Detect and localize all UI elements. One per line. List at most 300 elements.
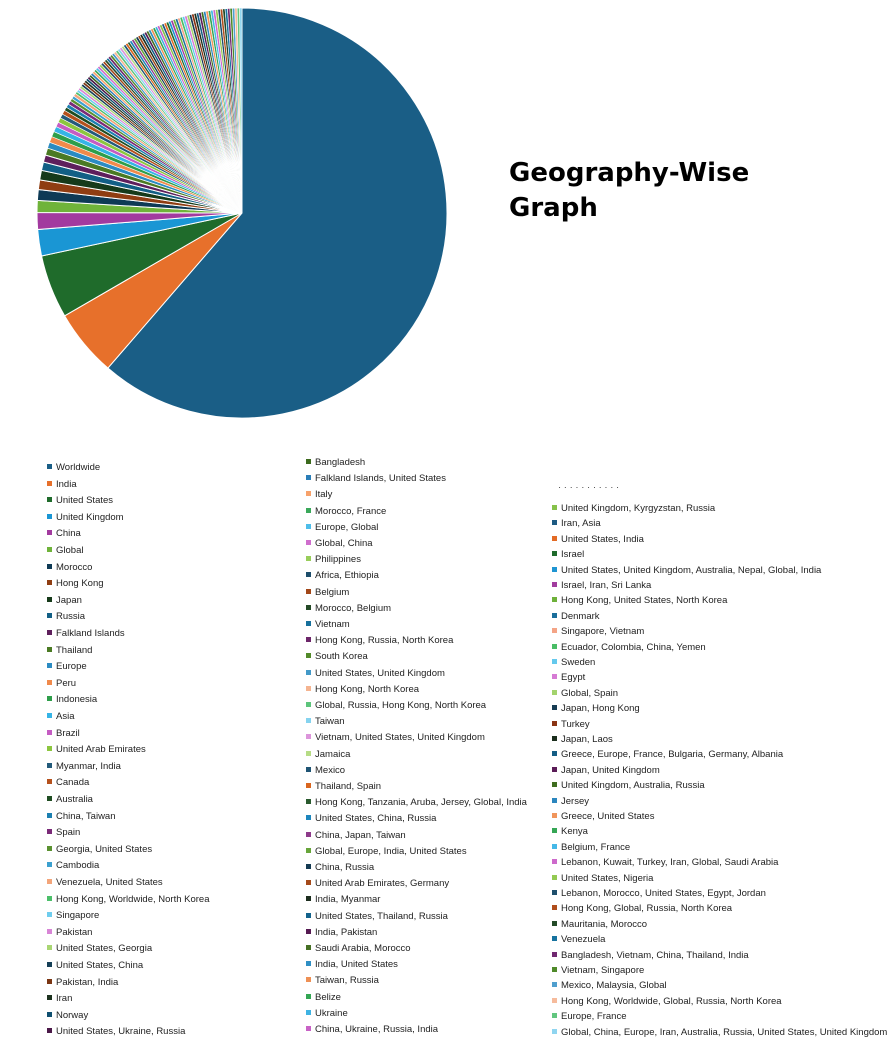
legend-swatch — [552, 936, 557, 941]
legend-swatch — [552, 967, 557, 972]
legend-item — [47, 910, 99, 922]
legend-swatch — [47, 929, 52, 934]
legend-label: United Arab Emirates — [56, 744, 146, 756]
legend-swatch — [552, 844, 557, 849]
legend-item — [552, 796, 589, 808]
legend-label: China — [56, 528, 81, 540]
legend-label: Taiwan — [315, 716, 345, 728]
legend-item — [552, 595, 727, 607]
legend-swatch — [47, 879, 52, 884]
legend-label: Vietnam — [315, 619, 350, 630]
legend-label: Global, Spain — [561, 687, 619, 699]
legend-label: Israel — [561, 549, 585, 561]
legend-item — [552, 811, 654, 823]
legend-label: Ecuador, Colombia, China, Yemen — [561, 641, 706, 653]
legend-item — [552, 826, 588, 838]
legend-item — [47, 993, 72, 1005]
legend-label: Mexico — [315, 764, 346, 776]
legend-item — [306, 878, 449, 890]
legend-swatch — [47, 896, 52, 901]
legend-swatch — [552, 721, 557, 726]
legend-item — [552, 919, 647, 931]
legend-label: Hong Kong, Russia, North Korea — [315, 635, 454, 647]
legend-swatch — [552, 767, 557, 772]
legend-label: Hong Kong, North Korea — [315, 683, 420, 695]
legend-swatch — [552, 828, 557, 833]
legend-label: Brazil — [56, 727, 80, 739]
legend-label: Bangladesh, Vietnam, China, Thailand, India — [561, 949, 749, 961]
legend-label: United States, Georgia — [56, 943, 153, 955]
legend-swatch — [47, 696, 52, 701]
legend-label: United States, United Kingdom, Australia, Nepal, Global, India — [561, 564, 822, 576]
legend-swatch — [47, 813, 52, 818]
legend-item — [306, 1008, 348, 1020]
legend-item — [552, 1011, 626, 1023]
legend-label: Japan, Hong Kong — [561, 703, 640, 715]
legend-swatch — [306, 977, 311, 982]
legend-swatch — [47, 514, 52, 519]
legend-label: Belgium, France — [561, 841, 631, 853]
legend-item — [552, 688, 618, 700]
legend-item — [47, 761, 121, 773]
legend-swatch — [47, 464, 52, 469]
legend-item — [306, 830, 406, 842]
legend-item — [47, 578, 104, 590]
legend-swatch — [47, 730, 52, 735]
legend-swatch — [552, 905, 557, 910]
legend-item — [306, 619, 350, 631]
legend-swatch — [552, 751, 557, 756]
legend-item — [47, 528, 81, 540]
legend-label: United Arab Emirates, Germany — [315, 878, 450, 890]
legend-label: Africa, Ethiopia — [315, 570, 379, 582]
legend-item — [552, 934, 605, 946]
legend-item — [47, 595, 82, 607]
legend-label: Singapore, Vietnam — [561, 626, 645, 638]
legend-label: South Korea — [315, 651, 368, 663]
legend-item — [552, 950, 749, 962]
legend-item — [306, 668, 445, 680]
legend-item — [306, 457, 365, 469]
legend-swatch — [552, 1013, 557, 1018]
legend-item — [306, 700, 486, 712]
legend-item — [47, 512, 124, 524]
legend-swatch — [306, 945, 311, 950]
legend-item — [47, 645, 92, 657]
legend-item — [552, 765, 660, 777]
legend-item — [552, 534, 644, 546]
legend-column-3 — [552, 503, 892, 1043]
legend-swatch — [552, 1029, 557, 1034]
legend-label: Vietnam, Singapore — [561, 965, 645, 976]
legend-swatch — [47, 945, 52, 950]
legend-item — [306, 749, 350, 761]
legend-item — [552, 657, 595, 669]
legend-label: Taiwan, Russia — [315, 975, 379, 987]
legend-swatch — [306, 540, 311, 545]
legend-item — [306, 781, 381, 793]
legend-label: Norway — [56, 1009, 89, 1021]
legend-item — [306, 716, 345, 728]
legend-item — [306, 765, 345, 777]
legend-item — [306, 635, 453, 647]
legend-item — [306, 587, 349, 599]
legend-item — [306, 522, 378, 534]
legend-label: Greece, United States — [561, 811, 655, 822]
legend-item — [47, 794, 93, 806]
legend-label: Worldwide — [56, 462, 101, 473]
legend-swatch — [306, 751, 311, 756]
legend-item — [306, 651, 368, 663]
legend-item — [47, 960, 143, 972]
legend-swatch — [552, 659, 557, 664]
legend-label: Jamaica — [315, 748, 351, 760]
legend-swatch — [552, 582, 557, 587]
legend-swatch — [552, 998, 557, 1003]
legend-label: Bangladesh — [315, 457, 366, 468]
legend-swatch — [552, 859, 557, 864]
legend-column-1 — [47, 462, 287, 1044]
legend-item — [306, 506, 386, 518]
legend-label: Europe, France — [561, 1011, 627, 1023]
legend-item — [47, 479, 77, 491]
legend-item — [47, 462, 100, 474]
legend-swatch — [47, 912, 52, 917]
legend-label: Saudi Arabia, Morocco — [315, 943, 411, 954]
legend-label: India, Pakistan — [315, 926, 378, 938]
legend-swatch — [306, 524, 311, 529]
legend-label: Myanmar, India — [56, 760, 121, 772]
legend-label: Japan, Laos — [561, 734, 613, 745]
legend-swatch — [47, 497, 52, 502]
legend-swatch — [306, 621, 311, 626]
legend-swatch — [47, 829, 52, 834]
legend-label: United Kingdom — [56, 511, 124, 523]
legend-item — [47, 844, 152, 856]
legend-item — [306, 927, 377, 939]
legend-swatch — [306, 848, 311, 853]
legend-item — [552, 749, 783, 761]
legend-swatch — [306, 799, 311, 804]
legend-swatch — [306, 637, 311, 642]
legend-swatch — [306, 913, 311, 918]
legend-label: Hong Kong, Tanzania, Aruba, Jersey, Global, India — [315, 797, 527, 809]
legend-swatch — [552, 890, 557, 895]
legend-label: China, Taiwan — [56, 810, 116, 822]
legend-swatch — [552, 736, 557, 741]
legend-label: Hong Kong, Worldwide, North Korea — [56, 893, 210, 905]
legend-swatch — [47, 663, 52, 668]
pie-slices — [37, 8, 447, 418]
legend-label: Belgium — [315, 586, 350, 598]
legend-item — [306, 959, 398, 971]
legend-item — [47, 694, 97, 706]
legend-item — [306, 975, 379, 987]
legend-item — [552, 518, 601, 530]
legend-label: India, Myanmar — [315, 894, 381, 906]
legend-item — [306, 473, 446, 485]
legend-label: Global, Russia, Hong Kong, North Korea — [315, 700, 487, 711]
legend-swatch — [306, 1010, 311, 1015]
legend-swatch — [552, 520, 557, 525]
legend-swatch — [552, 505, 557, 510]
legend-label: Thailand — [56, 644, 93, 656]
legend-swatch — [552, 567, 557, 572]
legend-label: Canada — [56, 777, 90, 789]
legend-label: Greece, Europe, France, Bulgaria, Germany, Albania — [561, 749, 784, 761]
legend-item — [306, 846, 467, 858]
legend-clipped-entry: · · · · · · · · · · · — [558, 482, 620, 493]
legend-label: Hong Kong — [56, 578, 104, 590]
legend-item — [306, 813, 436, 825]
legend-label: United States, Ukraine, Russia — [56, 1026, 186, 1038]
legend-label: Hong Kong, Worldwide, Global, Russia, North Korea — [561, 995, 782, 1007]
legend-label: Iran, Asia — [561, 518, 601, 530]
legend-item — [552, 780, 705, 792]
legend-label: Global, China, Europe, Iran, Australia, Russia, United States, United Kingdom — [561, 1026, 888, 1038]
legend-swatch — [306, 475, 311, 480]
legend-swatch — [47, 763, 52, 768]
legend-swatch — [306, 864, 311, 869]
legend-label: India, United States — [315, 959, 398, 971]
legend-item — [306, 570, 379, 582]
legend-item — [306, 538, 373, 550]
legend-item — [306, 489, 332, 501]
legend-label: China, Ukraine, Russia, India — [315, 1024, 439, 1035]
legend-swatch — [306, 702, 311, 707]
legend-label: Global, Europe, India, United States — [315, 845, 467, 857]
legend-label: Cambodia — [56, 860, 100, 872]
legend-swatch — [306, 718, 311, 723]
legend-item — [552, 888, 766, 900]
legend-label: United States, China — [56, 960, 144, 971]
legend-label: Falkland Islands, United States — [315, 473, 446, 485]
legend-label: Peru — [56, 677, 77, 689]
legend-label: Europe — [56, 661, 87, 673]
legend-item — [47, 661, 87, 673]
legend-label: Morocco, France — [315, 505, 387, 517]
legend-item — [306, 943, 411, 955]
legend-label: Thailand, Spain — [315, 781, 382, 792]
legend-swatch — [306, 508, 311, 513]
legend-swatch — [552, 921, 557, 926]
legend-label: China, Japan, Taiwan — [315, 829, 406, 841]
legend-swatch — [552, 705, 557, 710]
legend-label: Denmark — [561, 610, 600, 622]
legend-swatch — [306, 1026, 311, 1031]
legend-label: Italy — [315, 489, 333, 501]
legend-item — [552, 719, 590, 731]
legend-item — [552, 996, 782, 1008]
legend-label: Philippines — [315, 554, 361, 566]
legend-swatch — [306, 961, 311, 966]
legend-swatch — [552, 798, 557, 803]
legend-swatch — [47, 796, 52, 801]
legend-label: United States — [56, 495, 114, 507]
legend-swatch — [552, 952, 557, 957]
legend-swatch — [552, 813, 557, 818]
legend-column-2 — [306, 457, 546, 1037]
legend-swatch — [47, 979, 52, 984]
legend-swatch — [47, 564, 52, 569]
legend-item — [552, 703, 640, 715]
legend-item — [47, 678, 76, 690]
legend-item — [47, 611, 85, 623]
legend-item — [47, 977, 118, 989]
legend-swatch — [306, 556, 311, 561]
legend-label: Vietnam, United States, United Kingdom — [315, 732, 485, 744]
legend-swatch — [47, 862, 52, 867]
legend-item — [552, 672, 585, 684]
legend-label: Europe, Global — [315, 521, 379, 533]
legend-label: Belize — [315, 991, 341, 1003]
legend-swatch — [47, 995, 52, 1000]
legend-swatch — [47, 647, 52, 652]
legend-swatch — [306, 832, 311, 837]
legend-item — [552, 626, 644, 638]
legend-swatch — [306, 929, 311, 934]
legend-label: Indonesia — [56, 694, 98, 706]
legend-label: Australia — [56, 794, 93, 805]
legend-item — [552, 980, 667, 992]
legend-label: India — [56, 478, 77, 490]
legend-item — [47, 562, 92, 574]
legend-swatch — [47, 779, 52, 784]
legend-label: Hong Kong, Global, Russia, North Korea — [561, 903, 733, 915]
legend-item — [47, 860, 99, 872]
legend-item — [552, 903, 732, 915]
legend-label: Sweden — [561, 657, 596, 668]
legend-item — [306, 911, 448, 923]
legend-item — [47, 711, 74, 723]
legend-label: United Kingdom, Australia, Russia — [561, 780, 705, 792]
legend-item — [552, 580, 651, 592]
legend-item — [306, 797, 527, 809]
legend-item — [306, 684, 419, 696]
legend-item — [552, 1027, 887, 1039]
legend-label: Pakistan, India — [56, 976, 119, 988]
legend-item — [306, 992, 341, 1004]
legend-swatch — [47, 580, 52, 585]
legend-swatch — [47, 746, 52, 751]
legend-label: United States, Nigeria — [561, 872, 654, 884]
legend-label: Venezuela — [561, 934, 606, 946]
legend-swatch — [552, 690, 557, 695]
legend-swatch — [552, 982, 557, 987]
legend-swatch — [47, 680, 52, 685]
legend-label: United Kingdom, Kyrgyzstan, Russia — [561, 503, 716, 514]
legend-item — [306, 862, 374, 874]
legend-label: Global — [56, 545, 84, 556]
legend-label: Kenya — [561, 826, 588, 838]
legend-swatch — [306, 767, 311, 772]
legend-item — [47, 777, 89, 789]
legend-swatch — [552, 613, 557, 618]
legend-swatch — [306, 815, 311, 820]
legend-item — [47, 877, 163, 889]
legend-swatch — [47, 530, 52, 535]
legend-swatch — [47, 630, 52, 635]
legend-item — [47, 495, 113, 507]
legend-label: China, Russia — [315, 862, 375, 873]
legend-label: United States, Thailand, Russia — [315, 910, 448, 922]
legend-item — [47, 744, 146, 756]
legend-swatch — [552, 674, 557, 679]
legend-swatch — [47, 713, 52, 718]
legend-item — [552, 965, 644, 977]
legend-label: Venezuela, United States — [56, 877, 163, 888]
legend-item — [552, 842, 630, 854]
legend-label: Mauritania, Morocco — [561, 918, 648, 930]
legend-label: Jersey — [561, 795, 589, 807]
legend-swatch — [552, 644, 557, 649]
legend-swatch — [306, 783, 311, 788]
legend-label: United States, India — [561, 533, 644, 545]
legend-item — [47, 927, 92, 939]
legend-item — [552, 857, 778, 869]
legend-label: Morocco, Belgium — [315, 602, 392, 614]
legend-label: Iran — [56, 993, 73, 1005]
legend-label: Russia — [56, 611, 86, 623]
legend-item — [47, 1010, 88, 1022]
legend-swatch — [552, 536, 557, 541]
legend-item — [47, 811, 116, 823]
chart-title: Geography-Wise Graph — [509, 158, 750, 223]
legend-item — [306, 554, 361, 566]
legend-swatch — [47, 613, 52, 618]
legend-swatch — [47, 481, 52, 486]
legend-label: Global, China — [315, 538, 373, 549]
legend-label: Asia — [56, 711, 75, 722]
legend-item — [47, 728, 80, 740]
legend-swatch — [306, 734, 311, 739]
legend-swatch — [306, 686, 311, 691]
legend-label: Turkey — [561, 718, 590, 730]
legend-swatch — [552, 628, 557, 633]
legend-item — [552, 734, 613, 746]
legend-swatch — [306, 572, 311, 577]
legend-label: Georgia, United States — [56, 843, 153, 855]
legend-label: Hong Kong, United States, North Korea — [561, 595, 728, 607]
legend-swatch — [306, 459, 311, 464]
legend-label: Pakistan — [56, 926, 93, 938]
legend-label: Spain — [56, 827, 81, 839]
legend-label: Japan, United Kingdom — [561, 764, 660, 776]
legend-item — [552, 549, 584, 561]
legend-label: Lebanon, Morocco, United States, Egypt, Jordan — [561, 888, 766, 899]
legend-swatch — [552, 782, 557, 787]
legend-item — [47, 827, 80, 839]
legend-item — [552, 611, 600, 623]
legend-item — [47, 1026, 185, 1038]
legend-label: Falkland Islands — [56, 628, 125, 639]
legend-swatch — [47, 547, 52, 552]
legend-item — [306, 894, 380, 906]
legend-item — [47, 943, 152, 955]
legend-swatch — [47, 846, 52, 851]
legend-item — [47, 894, 210, 906]
legend-label: United States, United Kingdom — [315, 667, 445, 679]
legend-label: Singapore — [56, 910, 100, 922]
legend-swatch — [47, 962, 52, 967]
legend-item — [552, 642, 706, 654]
legend-label: Egypt — [561, 672, 586, 684]
legend-swatch — [47, 1012, 52, 1017]
legend-swatch — [47, 1028, 52, 1033]
legend-swatch — [306, 653, 311, 658]
legend-swatch — [306, 670, 311, 675]
legend-item — [552, 503, 715, 515]
